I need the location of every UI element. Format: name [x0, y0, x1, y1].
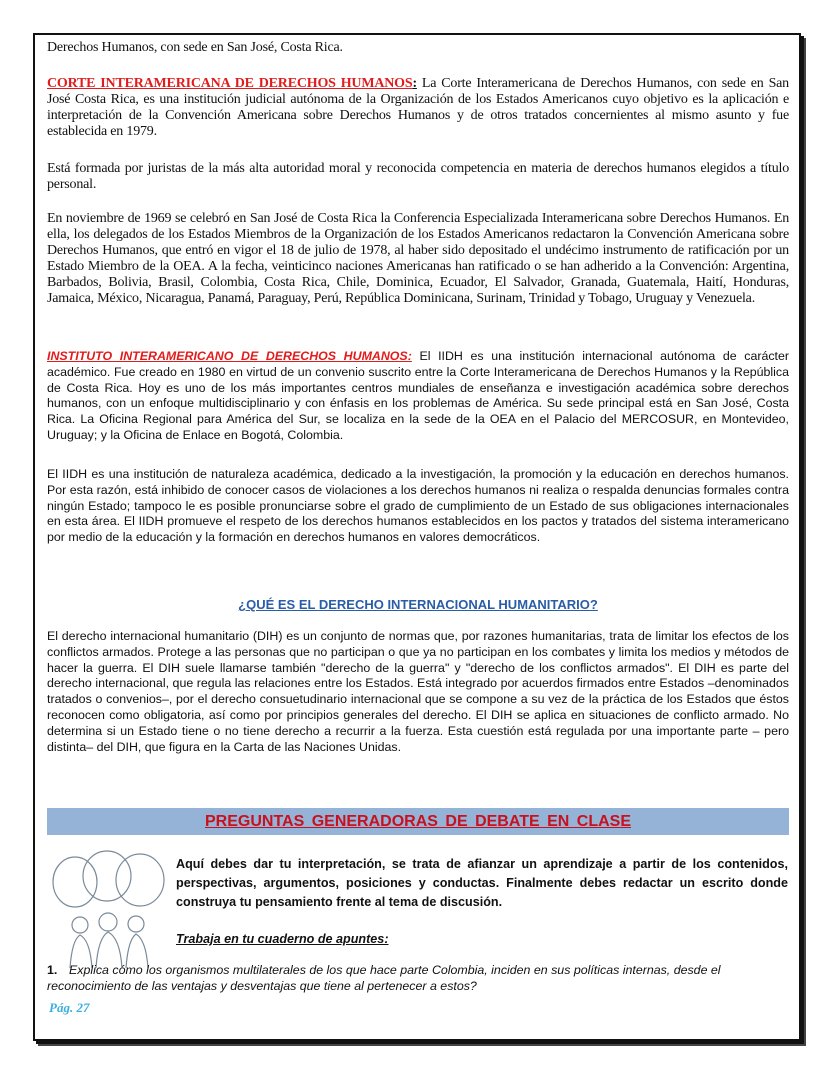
colon: : [412, 76, 417, 91]
instituto-heading: INSTITUTO INTERAMERICANO DE DERECHOS HUMANOS: [47, 349, 412, 363]
debate-banner [47, 808, 789, 835]
paragraph-instituto [47, 349, 789, 444]
paragraph-intro: Derechos Humanos, con sede en San José, Costa Rica. [47, 40, 343, 55]
question-item [47, 962, 789, 994]
debate-banner-title: PREGUNTAS GENERADORAS DE DEBATE EN CLASE [205, 813, 631, 830]
instituto-body: El IIDH es una institución internacional autónoma de carácter académico. Fue creado en 1980 en virtud de un convenio suscrito entre la Corte Interamericana de Derechos Humanos y la República de Costa Rica. Hoy es uno de los más importantes centros mundiales de enseñanza e investigación académica sobre derechos humanos, con un enfoque multidisciplinario y con énfasis en los problemas de América. Su sede principal está en San José, Costa Rica. La Oficina Regional para América del Sur, se localiza en la sede de la OEA en el Palacio del MERCOSUR, en Montevideo, Uruguay; y la Oficina de Enlace en Bogotá, Colombia. [47, 349, 790, 442]
question-number: 1. [47, 963, 58, 977]
paragraph-corte [47, 76, 789, 140]
page-number: Pág. 27 [49, 1000, 90, 1015]
corte-heading: CORTE INTERAMERICANA DE DERECHOS HUMANOS [47, 76, 413, 91]
question-text: Explica cómo los organismos multilaterales de los que hace parte Colombia, inciden en sus políticas internas, desde el reconocimiento de las ventajas y desventajas que tiene al pertenecer a estos? [47, 963, 721, 993]
paragraph-convencion: En noviembre de 1969 se celebró en San José de Costa Rica la Conferencia Especializada Interamericana sobre Derechos Humanos. En ella, los delegados de los Estados Miembros de la Organización de los Estados Americanos redactaron la Convención Americana sobre Derechos Humanos, que entró en vigor el 18 de julio de 1978, al haber sido depositado el undécimo instrumento de ratificación por un Estado Miembro de la OEA. A la fecha, veinticinco naciones Americanas han ratificado o se han adherido a la Convención: Argentina, Barbados, Bolivia, Brasil, Colombia, Costa Rica, Chile, Dominica, Ecuador, El Salvador, Granada, Guatemala, Haití, Honduras, Jamaica, México, Nicaragua, Panamá, Paraguay, Perú, República Dominicana, Surinam, Trinidad y Tobago, Uruguay y Venezuela. [47, 211, 789, 306]
section-heading-dih: ¿QUÉ ES EL DERECHO INTERNACIONAL HUMANITARIO? [238, 597, 598, 612]
paragraph-juristas: Está formada por juristas de la más alta autoridad moral y reconocida competencia en materia de derechos humanos elegidos a título personal. [47, 161, 789, 192]
debating-people-illustration [50, 850, 168, 972]
corte-body: La Corte Interamericana de Derechos Humanos, con sede en San José Costa Rica, es una institución judicial autónoma de la Organización de los Estados Americanos cuyo objetivo es la aplicación e interpretación de la Convención Americana sobre Derechos Humanos y de otros tratados concernientes al mismo asunto y fue establecida en 1979. [47, 76, 789, 139]
paragraph-dih: El derecho internacional humanitario (DIH) es un conjunto de normas que, por razones humanitarias, trata de limitar los efectos de los conflictos armados. Protege a las personas que no participan o que ya no participan en los combates y limita los medios y métodos de hacer la guerra. El DIH suele llamarse también "derecho de la guerra" y "derecho de los conflictos armados". El DIH es parte del derecho internacional, que regula las relaciones entre los Estados. Está integrado por acuerdos firmados entre Estados –denominados tratados o convenios–, por el derecho consuetudinario internacional que se compone a su vez de la práctica de los Estados que éstos reconocen como obligatoria, así como por principios generales del derecho. El DIH se aplica en situaciones de conflicto armado. No determina si un Estado tiene o no tiene derecho a recurrir a la fuerza. Esta cuestión está regulada por una importante parte – pero distinta– del DIH, que figura en la Carta de las Naciones Unidas. [47, 629, 789, 754]
paragraph-iidh: El IIDH es una institución de naturaleza académica, dedicado a la investigación, la promoción y la educación en derechos humanos. Por esta razón, está inhibido de conocer casos de violaciones a los derechos humanos ni realiza o respalda denuncias formales contra ningún Estado; tampoco le es posible pronunciarse sobre el grado de cumplimiento de un Estado de sus obligaciones internacionales en esta área. El IIDH promueve el respeto de los derechos humanos establecidos en los pactos y tratados del sistema interamericano por medio de la educación y la formación en derechos humanos en valores democráticos. [47, 467, 789, 545]
work-notebook-label: Trabaja en tu cuaderno de apuntes: [176, 932, 389, 946]
debate-instructions: Aquí debes dar tu interpretación, se trata de afianzar un aprendizaje a partir de los contenidos, perspectivas, argumentos, posiciones y conductas. Finalmente debes redactar un escrito donde construya tu pensamiento frente al tema de discusión. [176, 857, 788, 909]
